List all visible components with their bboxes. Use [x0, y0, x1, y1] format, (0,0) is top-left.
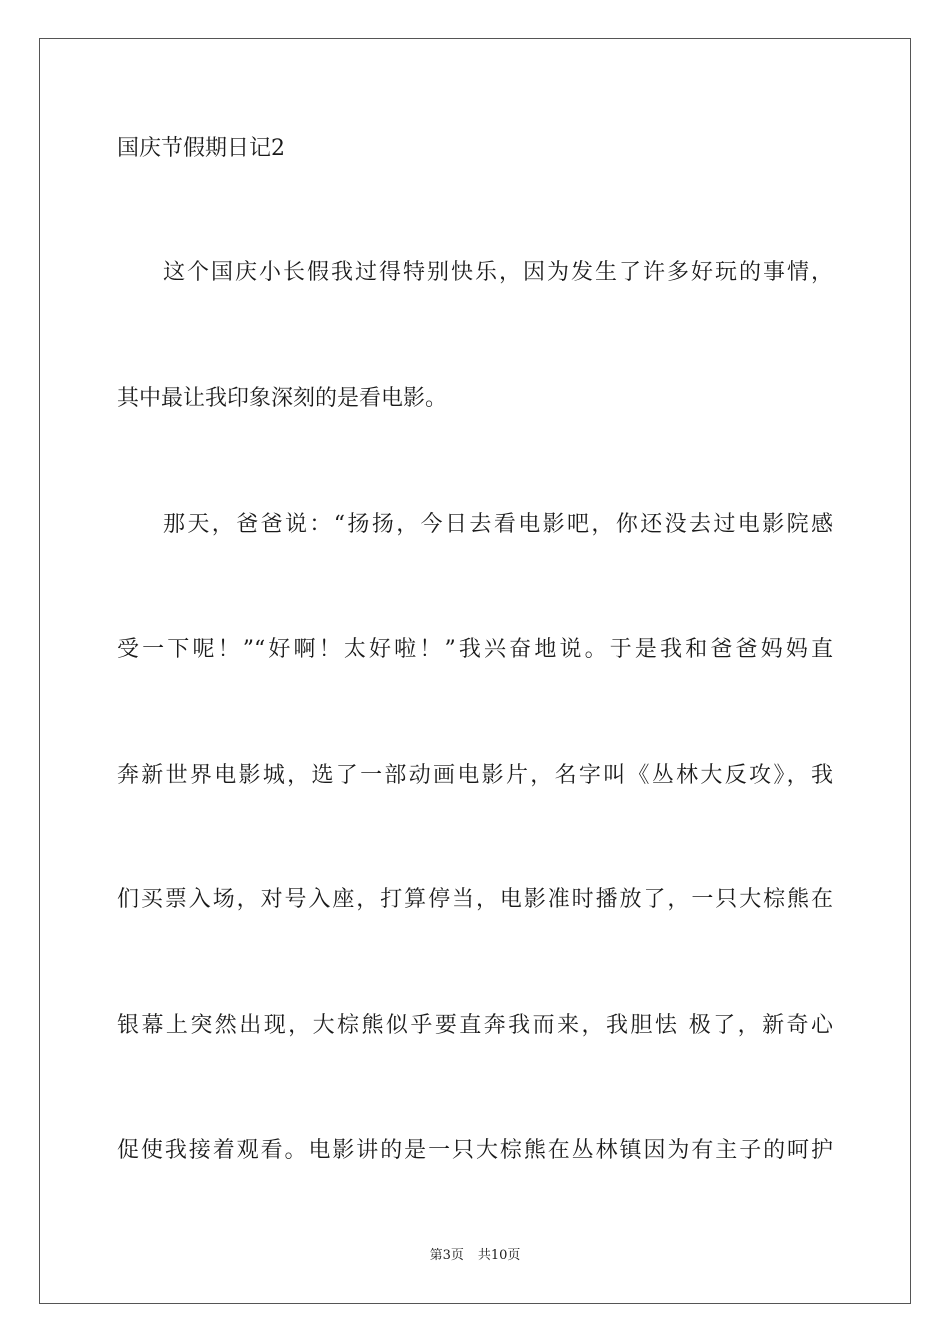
paragraph-line: 们买票入场，对号入座，打算停当，电影准时播放了，一只大棕熊在: [117, 887, 833, 912]
page-number-current: 第3页: [429, 1248, 464, 1263]
paragraph-line: 那天，爸爸说：“扬扬，今日去看电影吧，你还没去过电影院感: [163, 512, 833, 537]
paragraph-line: 奔新世界电影城，选了一部动画电影片，名字叫《丛林大反攻》，我: [117, 763, 833, 788]
page-border: [39, 38, 911, 1304]
paragraph-line: 其中最让我印象深刻的是看电影。: [117, 386, 448, 411]
paragraph-line: 银幕上突然出现，大棕熊似乎要直奔我而来，我胆怯 极了，新奇心: [117, 1013, 833, 1038]
page-number-total: 共10页: [477, 1248, 521, 1263]
page-footer: [0, 1247, 950, 1265]
paragraph-line: 促使我接着观看。电影讲的是一只大棕熊在丛林镇因为有主子的呵护: [117, 1138, 833, 1163]
paragraph-line: 受一下呢！”“好啊！太好啦！”我兴奋地说。于是我和爸爸妈妈直: [117, 637, 833, 662]
paragraph-line: 这个国庆小长假我过得特别快乐，因为发生了许多好玩的事情，: [163, 260, 833, 285]
document-heading: 国庆节假期日记2: [117, 136, 285, 161]
